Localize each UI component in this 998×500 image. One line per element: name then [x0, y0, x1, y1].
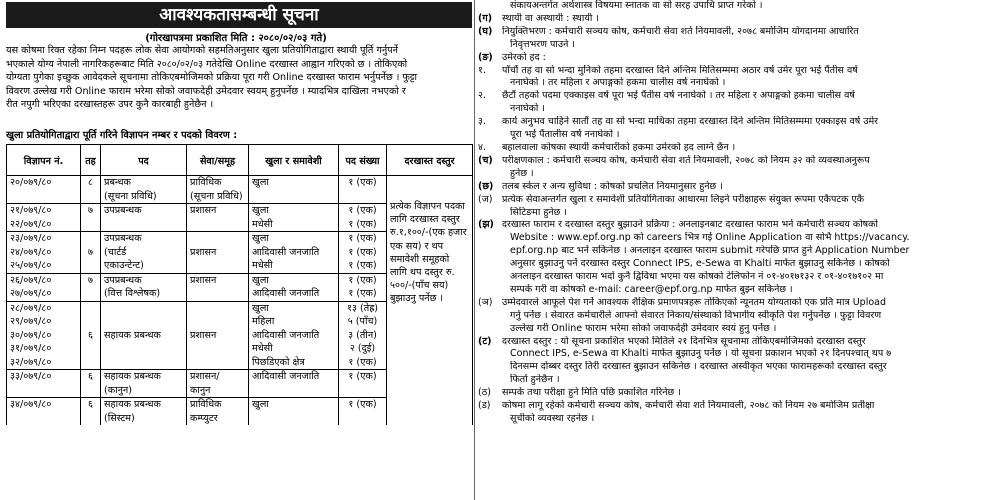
intro-line: यस कोषमा रिक्त रहेका निम्न पदहरू लोक सेवा आयोगको सहमतिअनुसार खुला प्रतियोगिताद्वारा स्थायी पूर्ति गर्नुपर्ने: [6, 45, 398, 56]
count-cell: १ (एक): [339, 204, 387, 218]
level-cell: ६: [81, 329, 101, 343]
terms-line: [478, 142, 994, 155]
level-cell: [81, 342, 101, 356]
terms-line: [478, 90, 994, 103]
category-cell: [249, 190, 339, 204]
terms-text: दिनसम्म दोब्बर दस्तुर तिरी दरखास्त बुझाउन सकिनेछ । दरखास्त अस्वीकृत भएका फारामहरूको दरखास्त दस्तुर: [510, 361, 887, 373]
adv-no-cell: ३४/०७९/८०: [7, 398, 81, 412]
table-row: [7, 176, 473, 190]
category-cell: खुला: [249, 204, 339, 218]
terms-text: छैटौं तहको पदमा एक्काइस वर्ष पूरा भई पैंतीस वर्ष ननाघेको । तर महिला र अपाङ्गको हकमा चालीस वर्ष: [502, 90, 855, 102]
terms-label: [478, 207, 502, 220]
level-cell: [81, 259, 101, 273]
header-adv-no: विज्ञापन नं.: [7, 145, 81, 176]
adv-no-cell: २१/०७९/८०: [7, 204, 81, 218]
intro-paragraph: [6, 44, 472, 112]
service-cell: [187, 287, 249, 301]
service-cell: [187, 342, 249, 356]
post-cell: उपप्रबन्धक: [101, 273, 187, 287]
service-cell: (सूचना प्रविधि): [187, 190, 249, 204]
terms-label: [478, 232, 502, 245]
terms-text: अनलाइन दरखास्त फाराम भर्दा कुनै द्विविधा भएमा यस कोषको टेलिफोन नं ०१-४०१७१३२ र ०१-४०१७१०२ मा: [510, 271, 884, 283]
terms-text: हुनेछ ।: [510, 167, 534, 179]
header-post: पद: [101, 145, 187, 176]
category-cell: खुला: [249, 176, 339, 190]
post-cell: सहायक प्रबन्धक: [101, 370, 187, 384]
adv-no-cell: [7, 384, 81, 398]
count-cell: ५ (पाँच): [339, 315, 387, 329]
post-cell: (वित्त विश्लेषक): [101, 287, 187, 301]
service-cell: कानुन: [187, 384, 249, 398]
terms-line: [478, 361, 994, 374]
terms-line: [478, 13, 994, 26]
count-cell: १३ (तेह्र): [339, 301, 387, 315]
service-cell: [187, 301, 249, 315]
count-cell: १ (एक): [339, 218, 387, 232]
count-cell: २ (दुई): [339, 342, 387, 356]
terms-text: Connect IPS, e-Sewa वा Khalti मार्फत बुझाउनु पर्नेछ । यो सूचना प्रकाशन भएको २१ दिनपश्चात् थप ७: [510, 348, 892, 360]
terms-line: [478, 65, 994, 78]
terms-label: (झ): [478, 219, 494, 231]
terms-line: [478, 116, 994, 129]
terms-text: परीक्षणकाल : कर्मचारी सञ्चय कोष, कर्मचारी सेवा शर्त नियमावली, २०७८ को नियम ३२ को व्यवस्थाअनुरूप: [502, 154, 870, 166]
terms-label: (ड): [478, 400, 491, 412]
header-fee: दरखास्त दस्तुर: [387, 145, 473, 176]
header-service: सेवा/समूह: [187, 145, 249, 176]
notice-title: आवश्यकतासम्बन्धी सूचना: [6, 2, 472, 28]
terms-line: [478, 400, 994, 413]
level-cell: [81, 232, 101, 246]
intro-line: योग्यता पुगेका इच्छुक आवेदकले सूचनामा तोकिएबमोजिमको प्रक्रिया पूरा गरी Online दरखास्त फाराम भर्नुपर्नेछ । फुट्टा: [6, 72, 418, 84]
count-cell: [339, 412, 387, 426]
terms-label: [478, 103, 502, 116]
adv-no-cell: २२/०७९/८०: [7, 218, 81, 232]
post-cell: [101, 315, 187, 329]
terms-text: दरखास्त दस्तुर : यो सूचना प्रकाशित भएको मितिले २१ दिनभित्र सूचनामा तोकिएबमोजिमको दरखास्त दस्तुर: [502, 335, 866, 347]
terms-label: [478, 0, 502, 13]
terms-label: (घ): [478, 25, 493, 37]
terms-line: [478, 271, 994, 284]
terms-text: पूरा भई पैंतालीस वर्ष ननाघेको ।: [510, 129, 620, 141]
terms-line: [478, 219, 994, 232]
service-cell: कम्प्युटर: [187, 412, 249, 426]
level-cell: [81, 356, 101, 370]
header-level: तह: [81, 145, 101, 176]
service-cell: प्राविधिक: [187, 398, 249, 412]
post-cell: [101, 342, 187, 356]
terms-line: [478, 348, 994, 361]
category-cell: महिला: [249, 315, 339, 329]
terms-label: (च): [478, 154, 493, 166]
category-cell: खुला: [249, 273, 339, 287]
service-cell: [187, 218, 249, 232]
terms-line: [478, 155, 994, 168]
count-cell: ३ (तीन): [339, 329, 387, 343]
post-cell: (सिस्टम): [101, 412, 187, 426]
category-cell: [249, 412, 339, 426]
adv-no-cell: २६/०७९/८०: [7, 273, 81, 287]
adv-no-cell: २९/०७९/८०: [7, 315, 81, 329]
post-cell: एकाउन्टेन्ट): [101, 259, 187, 273]
adv-no-cell: [7, 190, 81, 204]
adv-no-cell: २७/०७९/८०: [7, 287, 81, 301]
terms-label: (ज): [478, 193, 493, 205]
level-cell: [81, 287, 101, 301]
category-cell: मधेसी: [249, 342, 339, 356]
right-column: [478, 0, 994, 500]
column-divider: [474, 0, 475, 500]
terms-text: Website : www.epf.org.np को careers भित्र गई Online Application वा सोभै https://vacancy.: [510, 232, 910, 244]
fee-note: प्रत्येक विज्ञापन पदका लागि दरखास्त दस्तुर रु.१,१००/-(एक हजार एक सय) र थप समावेशी समूहको लागि थप दस्तुर रु. ५००/-(पाँच सय) बुझाउनु पर्नेछ ।: [387, 176, 473, 426]
count-cell: [339, 384, 387, 398]
terms-line: [478, 387, 994, 400]
category-cell: पिछडिएको क्षेत्र: [249, 356, 339, 370]
category-cell: मधेसी: [249, 218, 339, 232]
post-cell: सहायक प्रबन्धक: [101, 398, 187, 412]
service-cell: [187, 232, 249, 246]
terms-text: दरखास्त फाराम र दरखास्त दस्तुर बुझाउने प्रक्रिया : अनलाइनबाट दरखास्त फाराम भर्न कर्मचारी सञ्चय कोषको: [502, 219, 878, 231]
service-cell: प्रशासन/: [187, 370, 249, 384]
terms-text: epf.org.np बाट भर्न सकिनेछ । अनलाइन दरखास्त फाराम submit गरेपछि प्राप्त हुने Application Number: [510, 245, 910, 257]
terms-label: [478, 129, 502, 142]
terms-text: सम्पर्क तथा परीक्षा हुने मिति पछि प्रकाशित गरिनेछ ।: [502, 387, 681, 399]
level-cell: ८: [81, 176, 101, 190]
terms-line: [478, 26, 994, 39]
terms-line: [478, 194, 994, 207]
level-cell: [81, 315, 101, 329]
terms-label: [478, 374, 502, 387]
terms-text: बहालवाला कोषका स्थायी कर्मचारीको हकमा उमेरको हद लाग्ने छैन ।: [502, 141, 736, 153]
count-cell: १ (एक): [339, 398, 387, 412]
count-cell: १ (एक): [339, 287, 387, 301]
terms-label: (ङ): [478, 51, 493, 63]
terms-label: [478, 310, 502, 323]
service-cell: प्रशासन: [187, 273, 249, 287]
service-cell: प्रशासन: [187, 329, 249, 343]
table-heading: खुला प्रतियोगिताद्वारा पूर्ति गरिने विज्ञापन नम्बर र पदको विवरण :: [6, 130, 238, 141]
count-cell: १ (एक): [339, 246, 387, 260]
terms-text: नियुक्तिभरण : कर्मचारी सञ्चय कोष, कर्मचारी सेवा शर्त नियमावली, २०७८ बमोजिम योगदानमा आधारित: [502, 25, 859, 37]
post-cell: (कानुन): [101, 384, 187, 398]
terms-label: (ट): [478, 335, 492, 347]
terms-text: ननाघेको । तर महिला र अपाङ्गको हकमा चालीस वर्ष ननाघेको ।: [510, 77, 726, 89]
level-cell: [81, 412, 101, 426]
terms-line: [478, 413, 994, 426]
terms-text: संकायअन्तर्गत अर्थशास्त्र विषयमा स्नातक वा सो सरह उपाधि प्राप्त गरेको ।: [510, 0, 763, 11]
terms-label: (ग): [478, 12, 493, 24]
adv-no-cell: २८/०७९/८०: [7, 301, 81, 315]
terms-text: कोषमा लागू रहेको कर्मचारी सञ्चय कोष, कर्मचारी सेवा शर्त नियमावली, २०७८ को नियम २७ बमोजिम प्रतीक्षा: [502, 400, 875, 412]
terms-line: [478, 52, 994, 65]
adv-no-cell: ३०/०७९/८०: [7, 329, 81, 343]
terms-line: [478, 39, 994, 52]
terms-text: पाँचौं तह वा सो भन्दा मुनिको तहमा दरखास्त दिने अन्तिम मितिसम्ममा अठार वर्ष उमेर पूरा भई पैंतीस वर्ष: [502, 64, 858, 76]
level-cell: [81, 301, 101, 315]
terms-line: [478, 245, 994, 258]
adv-no-cell: [7, 412, 81, 426]
adv-no-cell: २५/०७९/८०: [7, 259, 81, 273]
terms-line: [478, 129, 994, 142]
terms-line: [478, 284, 994, 297]
category-cell: खुला: [249, 301, 339, 315]
terms-label: [478, 413, 502, 426]
terms-line: [478, 374, 994, 387]
terms-text: उम्मेदवारले आफूले पेश गर्ने आवश्यक शैक्षिक प्रमाणपत्रहरू तोकिएको न्यूनतम योग्यताको एक प्रति मात्र Upload: [502, 296, 887, 308]
terms-text: फिर्ता हुनेछैन ।: [510, 374, 560, 386]
service-cell: [187, 356, 249, 370]
count-cell: १ (एक): [339, 259, 387, 273]
level-cell: ७: [81, 273, 101, 287]
terms-text: सम्पर्क गरी वा कोषको e-mail: career@epf.org.np मार्फत बुझ्न सकिनेछ ।: [510, 283, 793, 295]
terms-label: (छ): [478, 180, 494, 192]
terms-label: [478, 348, 502, 361]
terms-label: [478, 39, 502, 52]
terms-line: [478, 77, 994, 90]
adv-no-cell: ३२/०७९/८०: [7, 356, 81, 370]
header-category: खुला र समावेशी: [249, 145, 339, 176]
intro-line: विवरण उल्लेख गरी Online फाराम भरेमा सोको जवाफदेही उमेदवार स्वयम् हुनुपर्नेछ । म्यादभित्र दाखिला नभएको र: [6, 85, 406, 97]
terms-text: उमेरको हद :: [502, 51, 546, 63]
category-cell: आदिवासी जनजाति: [249, 287, 339, 301]
post-cell: [101, 356, 187, 370]
post-cell: उपप्रबन्धक: [101, 232, 187, 246]
terms-label: [478, 284, 502, 297]
terms-text: उल्लेख गरी Online फाराम भरेमा सोको जवाफदेही उमेदवार स्वयं हुनु पर्नेछ ।: [510, 322, 777, 334]
publication-date: (गोरखापत्रमा प्रकाशित मिति : २०८०/०२/०३ गते): [145, 33, 327, 44]
level-cell: ७: [81, 204, 101, 218]
terms-label: १.: [478, 64, 486, 76]
service-cell: प्राविधिक: [187, 176, 249, 190]
count-cell: [339, 190, 387, 204]
terms-text: अनुसार बुझाउनु पर्ने दरखास्त दस्तुर Connect IPS, e-Sewa वा Khalti मार्फत बुझाउनु सकिनेछ । कोषको: [510, 258, 890, 270]
terms-label: [478, 361, 502, 374]
category-cell: खुला: [249, 232, 339, 246]
terms-label: ४.: [478, 141, 486, 153]
category-cell: आदिवासी जनजाति: [249, 329, 339, 343]
terms-text: प्रत्येक सेवाअन्तर्गत खुला र समावेशी प्रतियोगिताका आधारमा लिइने परीक्षाहरू संयुक्त रूपमा एकैपटक एकै: [502, 193, 865, 205]
terms-text: कार्य अनुभव चाहिने सातौं तह वा सो भन्दा माथिका तहमा दरखास्त दिने अन्तिम मितिसम्ममा एक्काइस वर्ष उमेर: [502, 116, 879, 128]
terms-text: स्थायी वा अस्थायी : स्थायी ।: [502, 12, 599, 24]
service-cell: प्रशासन: [187, 246, 249, 260]
count-cell: १ (एक): [339, 176, 387, 190]
count-cell: १ (एक): [339, 232, 387, 246]
terms-text: सूचीको व्यवस्था रहनेछ ।: [510, 413, 595, 424]
category-cell: मधेसी: [249, 259, 339, 273]
category-cell: आदिवासी जनजाति: [249, 246, 339, 260]
post-cell: [101, 301, 187, 315]
terms-line: [478, 207, 994, 220]
adv-no-cell: २४/०७९/८०: [7, 246, 81, 260]
vacancy-table: [6, 144, 473, 425]
category-cell: [249, 384, 339, 398]
terms-label: [478, 77, 502, 90]
terms-line: [478, 336, 994, 349]
terms-label: [478, 168, 502, 181]
terms-line: [478, 181, 994, 194]
terms-label: (ठ): [478, 387, 491, 399]
adv-no-cell: २३/०७९/८०: [7, 232, 81, 246]
adv-no-cell: ३१/०७९/८०: [7, 342, 81, 356]
service-cell: [187, 259, 249, 273]
level-cell: [81, 218, 101, 232]
terms-line: [478, 297, 994, 310]
header-count: पद संख्या: [339, 145, 387, 176]
terms-line: [478, 258, 994, 271]
terms-label: २.: [478, 90, 486, 102]
level-cell: ६: [81, 398, 101, 412]
count-cell: १ (एक): [339, 273, 387, 287]
count-cell: १ (एक): [339, 370, 387, 384]
terms-label: [478, 271, 502, 284]
post-cell: (सूचना प्रविधि): [101, 190, 187, 204]
terms-label: (ञ): [478, 296, 493, 308]
terms-line: [478, 168, 994, 181]
count-cell: १ (एक): [339, 356, 387, 370]
terms-list: [478, 0, 994, 426]
adv-no-cell: २०/०७९/८०: [7, 176, 81, 190]
terms-label: [478, 323, 502, 336]
terms-text: निवृत्तभरण पाउने ।: [510, 38, 575, 50]
terms-line: [478, 323, 994, 336]
post-cell: [101, 218, 187, 232]
terms-line: [478, 103, 994, 116]
level-cell: ६: [81, 370, 101, 384]
terms-line: [478, 310, 994, 323]
post-cell: (चार्टर्ड: [101, 246, 187, 260]
post-cell: प्रबन्धक: [101, 176, 187, 190]
level-cell: ७: [81, 246, 101, 260]
service-cell: प्रशासन: [187, 204, 249, 218]
adv-no-cell: ३३/०७९/८०: [7, 370, 81, 384]
level-cell: [81, 190, 101, 204]
terms-label: [478, 245, 502, 258]
terms-label: [478, 258, 502, 271]
category-cell: खुला: [249, 398, 339, 412]
terms-line: [478, 232, 994, 245]
intro-line: भएकाले योग्य नेपाली नागरिकहरूबाट मिति २०८०/०२/०३ गतेदेखि Online दरखास्त आह्वान गरिएको छ । तोकिएको: [6, 58, 408, 70]
post-cell: सहायक प्रबन्धक: [101, 329, 187, 343]
table-header-row: [7, 145, 473, 176]
left-column: [0, 0, 472, 500]
category-cell: आदिवासी जनजाति: [249, 370, 339, 384]
terms-text: तलब स्केल र अन्य सुविधा : कोषको प्रचलित नियमानुसार हुनेछ ।: [502, 180, 723, 192]
level-cell: [81, 384, 101, 398]
terms-label: ३.: [478, 116, 486, 128]
service-cell: [187, 315, 249, 329]
terms-text: गर्नु पर्नेछ । सेवारत कर्मचारीले आफ्नो सेवारत निकाय/संस्थाको विभागीय स्वीकृति पेश गर्नुपर्नेछ । फुट्टा विवरण: [510, 309, 882, 321]
terms-text: ननाघेको ।: [510, 103, 545, 115]
post-cell: उपप्रबन्धक: [101, 204, 187, 218]
terms-line: [478, 0, 994, 13]
terms-text: सिटिङमा हुनेछ ।: [510, 206, 567, 218]
intro-line: रीत नपुगी भरिएका दरखास्तहरू उपर कुनै कारबाही हुनेछैन ।: [6, 99, 214, 111]
